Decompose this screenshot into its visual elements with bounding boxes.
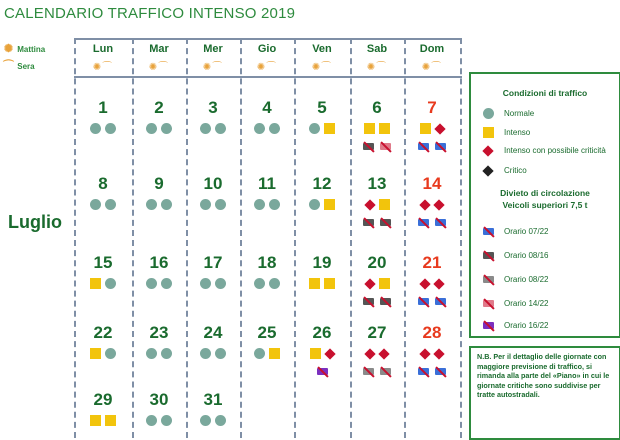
truck-ban-icon [482,226,495,237]
truck-ban-icon [482,320,495,331]
normale-dot-icon [200,415,211,426]
day-number: 23 [149,323,169,342]
legend-item-intenso [481,146,606,155]
sera-legend [2,62,35,71]
normale-dot-icon [90,199,101,210]
divieto-label: Orario 08/22 [504,275,549,284]
traffic-markers [133,198,185,211]
normale-dot-icon [161,199,172,210]
traffic-markers [133,414,185,427]
normale-dot-icon [105,278,116,289]
intenso-square-icon [105,415,116,426]
calendar-day-26 [296,323,348,378]
truck-ban-markers [406,365,458,378]
day-number: 31 [203,390,223,409]
divieto-label: Orario 07/22 [504,227,549,236]
criticita-diamond-icon [482,145,493,156]
calendar-day-10 [187,174,239,211]
intenso-square-icon [483,127,494,138]
normale-dot-icon [200,278,211,289]
intenso-square-icon [324,278,335,289]
normale-dot-icon [146,415,157,426]
traffic-markers [133,277,185,290]
day-name-ven: Ven [312,43,332,55]
day-number: 19 [312,253,332,272]
calendar-day-7 [406,98,458,153]
criticita-diamond-icon [419,278,430,289]
day-number: 24 [203,323,223,342]
traffic-markers [241,198,293,211]
day-number: 3 [208,98,218,117]
traffic-markers [241,122,293,135]
day-number: 2 [154,98,164,117]
day-number: 27 [367,323,387,342]
truck-ban-icon [482,298,495,309]
normale-dot-icon [215,415,226,426]
calendar-day-30 [133,390,185,427]
calendar-day-17 [187,253,239,290]
calendar-day-28 [406,323,458,378]
intenso-square-icon [90,348,101,359]
truck-ban-icon [434,141,447,152]
traffic-markers [187,414,239,427]
truck-ban-markers [351,295,403,308]
calendar-day-23 [133,323,185,360]
note-text: N.B. Per il dettaglio delle giornate con maggiore previsione di traffico, si rimanda alla parte del «Piano» in cui le giornate critiche sono suddivise per tratte autostradali. [477,352,610,400]
truck-ban-icon [434,296,447,307]
traffic-markers [351,347,403,360]
legend-symbol [481,226,495,237]
legend-item-normale [481,108,534,119]
criticita-diamond-icon [433,348,444,359]
calendar-day-21 [406,253,458,308]
calendar-day-19 [296,253,348,290]
truck-ban-icon [362,366,375,377]
normale-dot-icon [146,348,157,359]
traffic-markers [77,122,129,135]
calendar-day-27 [351,323,403,378]
divieto-label: Orario 08/16 [504,251,549,260]
truck-ban-icon [379,217,392,228]
truck-ban-icon [362,217,375,228]
normale-dot-icon [90,123,101,134]
day-number: 9 [154,174,164,193]
sun-icons: ✺⌒ [366,62,388,73]
note-box [469,346,620,440]
calendar-day-24 [187,323,239,360]
normale-dot-icon [254,123,265,134]
criticita-diamond-icon [434,123,445,134]
intenso-square-icon [379,199,390,210]
truck-ban-icon [379,141,392,152]
legend-symbol [481,167,495,175]
sun-icons: ✺⌒ [256,62,278,73]
traffic-markers [406,122,458,135]
normale-dot-icon [215,123,226,134]
legend-item-intenso [481,127,530,138]
normale-dot-icon [200,123,211,134]
truck-ban-markers [406,216,458,229]
normale-dot-icon [254,199,265,210]
day-number: 15 [93,253,113,272]
intenso-square-icon [324,123,335,134]
normale-dot-icon [254,348,265,359]
truck-ban-icon [379,366,392,377]
legend-title: Condizioni di traffico [502,88,588,98]
traffic-markers [77,198,129,211]
calendar-day-20 [351,253,403,308]
traffic-markers [77,347,129,360]
day-number: 18 [257,253,277,272]
sun-icons: ✺⌒ [311,62,333,73]
criticita-diamond-icon [433,278,444,289]
truck-ban-icon [417,141,430,152]
day-number: 14 [422,174,442,193]
sun-icon: ✺ [3,43,14,55]
truck-ban-icon [417,366,430,377]
calendar-day-4 [241,98,293,135]
traffic-markers [351,198,403,211]
calendar-day-2 [133,98,185,135]
normale-dot-icon [215,348,226,359]
day-name-gio: Gio [257,43,277,55]
divieto-label: Orario 14/22 [504,299,549,308]
criticita-diamond-icon [378,348,389,359]
truck-ban-markers [351,140,403,153]
normale-dot-icon [146,199,157,210]
truck-ban-icon [482,250,495,261]
day-name-dom: Dom [419,43,445,55]
normale-dot-icon [309,123,320,134]
normale-dot-icon [161,348,172,359]
legend-symbol [481,298,495,309]
normale-dot-icon [161,415,172,426]
calendar-day-12 [296,174,348,211]
mattina-label: Mattina [17,45,46,54]
criticita-diamond-icon [364,278,375,289]
traffic-markers [406,347,458,360]
traffic-markers [187,122,239,135]
day-number: 10 [203,174,223,193]
traffic-markers [133,122,185,135]
normale-dot-icon [161,278,172,289]
legend-label: Normale [504,109,535,118]
truck-ban-markers [406,140,458,153]
normale-dot-icon [215,199,226,210]
sun-icons: ✺⌒ [421,62,443,73]
truck-ban-markers [406,295,458,308]
truck-ban-icon [417,296,430,307]
legend-symbol [481,250,495,261]
day-number: 22 [93,323,113,342]
page-title: CALENDARIO TRAFFICO INTENSO 2019 [4,5,296,22]
calendar-day-11 [241,174,293,211]
intenso-square-icon [379,123,390,134]
day-number: 26 [312,323,332,342]
traffic-markers [187,198,239,211]
critico-diamond-icon [482,165,493,176]
truck-ban-icon [482,274,495,285]
sera-label: Sera [17,62,35,71]
intenso-square-icon [420,123,431,134]
traffic-markers [187,347,239,360]
criticita-diamond-icon [364,348,375,359]
criticita-diamond-icon [324,348,335,359]
normale-dot-icon [146,123,157,134]
traffic-markers [406,198,458,211]
criticita-diamond-icon [364,199,375,210]
normale-dot-icon [105,123,116,134]
grid-row-line [74,38,462,40]
legend-item-critico [481,166,527,175]
day-number: 11 [258,174,276,193]
intenso-square-icon [90,415,101,426]
traffic-markers [351,122,403,135]
legend-symbol [481,108,495,119]
month-label: Luglio [8,212,62,232]
normale-dot-icon [200,348,211,359]
traffic-markers [406,277,458,290]
calendar-day-25 [241,323,293,360]
day-number: 8 [98,174,108,193]
truck-ban-markers [296,365,348,378]
traffic-markers [77,414,129,427]
normale-dot-icon [200,199,211,210]
calendar-day-8 [77,174,129,211]
day-number: 17 [203,253,223,272]
day-number: 5 [317,98,327,117]
traffic-markers [296,277,348,290]
divieto-item-orario-07-22 [481,226,548,237]
truck-ban-icon [316,366,329,377]
truck-ban-icon [434,366,447,377]
normale-dot-icon [254,278,265,289]
traffic-markers [133,347,185,360]
normale-dot-icon [269,278,280,289]
calendar-day-5 [296,98,348,135]
day-number: 16 [149,253,169,272]
intenso-square-icon [379,278,390,289]
truck-ban-icon [362,296,375,307]
legend-panel [469,72,620,338]
sun-icons: ✺⌒ [202,62,224,73]
divieto-item-orario-08-16 [481,250,548,261]
day-number: 28 [422,323,442,342]
intenso-square-icon [364,123,375,134]
traffic-markers [351,277,403,290]
traffic-markers [296,347,348,360]
intenso-square-icon [90,278,101,289]
legend-label: Critico [504,166,527,175]
intenso-square-icon [324,199,335,210]
divieto-item-orario-08-22 [481,274,548,285]
normale-dot-icon [105,348,116,359]
truck-ban-markers [351,216,403,229]
legend-symbol [481,147,495,155]
criticita-diamond-icon [419,199,430,210]
traffic-markers [296,198,348,211]
sunset-icon: ⌒ [3,60,14,72]
day-number: 30 [149,390,169,409]
legend-symbol [481,320,495,331]
normale-dot-icon [161,123,172,134]
day-name-mar: Mar [149,43,169,55]
calendar-day-15 [77,253,129,290]
day-number: 25 [257,323,277,342]
day-number: 21 [422,253,442,272]
normale-dot-icon [309,199,320,210]
intenso-square-icon [309,278,320,289]
normale-dot-icon [269,199,280,210]
calendar-day-22 [77,323,129,360]
truck-ban-icon [417,217,430,228]
divieto-item-orario-14-22 [481,298,548,309]
criticita-diamond-icon [433,199,444,210]
sun-icons: ✺⌒ [92,62,114,73]
traffic-markers [77,277,129,290]
legend-symbol [481,127,495,138]
traffic-markers [241,347,293,360]
truck-ban-icon [434,217,447,228]
divieto-item-orario-16-22 [481,320,548,331]
traffic-markers [241,277,293,290]
truck-ban-icon [379,296,392,307]
sun-icons: ✺⌒ [148,62,170,73]
day-number: 12 [312,174,332,193]
legend-label: Intenso con possibile criticità [504,146,606,155]
day-number: 13 [367,174,387,193]
normale-dot-icon [483,108,494,119]
criticita-diamond-icon [419,348,430,359]
day-number: 7 [427,98,437,117]
calendar-day-16 [133,253,185,290]
legend-symbol [481,274,495,285]
day-name-mer: Mer [203,43,223,55]
calendar-day-13 [351,174,403,229]
traffic-markers [187,277,239,290]
grid-row-line [74,76,462,78]
calendar-day-29 [77,390,129,427]
truck-ban-markers [351,365,403,378]
divieto-subtitle: Veicoli superiori 7,5 t [502,200,588,210]
day-name-lun: Lun [92,43,114,55]
day-number: 6 [372,98,382,117]
calendar-day-6 [351,98,403,153]
grid-column-line [74,38,76,438]
calendar-day-18 [241,253,293,290]
truck-ban-icon [362,141,375,152]
calendar-day-31 [187,390,239,427]
legend-label: Intenso [504,128,531,137]
calendar-day-9 [133,174,185,211]
calendar-day-1 [77,98,129,135]
divieto-title: Divieto di circolazione [500,188,590,198]
calendar-day-14 [406,174,458,229]
mattina-legend [2,45,45,54]
day-number: 4 [262,98,272,117]
normale-dot-icon [146,278,157,289]
day-number: 20 [367,253,387,272]
day-number: 1 [98,98,108,117]
grid-column-line [460,38,462,438]
normale-dot-icon [215,278,226,289]
intenso-square-icon [269,348,280,359]
day-number: 29 [93,390,113,409]
normale-dot-icon [105,199,116,210]
day-name-sab: Sab [366,43,388,55]
divieto-label: Orario 16/22 [504,321,549,330]
calendar-day-3 [187,98,239,135]
intenso-square-icon [310,348,321,359]
traffic-markers [296,122,348,135]
normale-dot-icon [269,123,280,134]
